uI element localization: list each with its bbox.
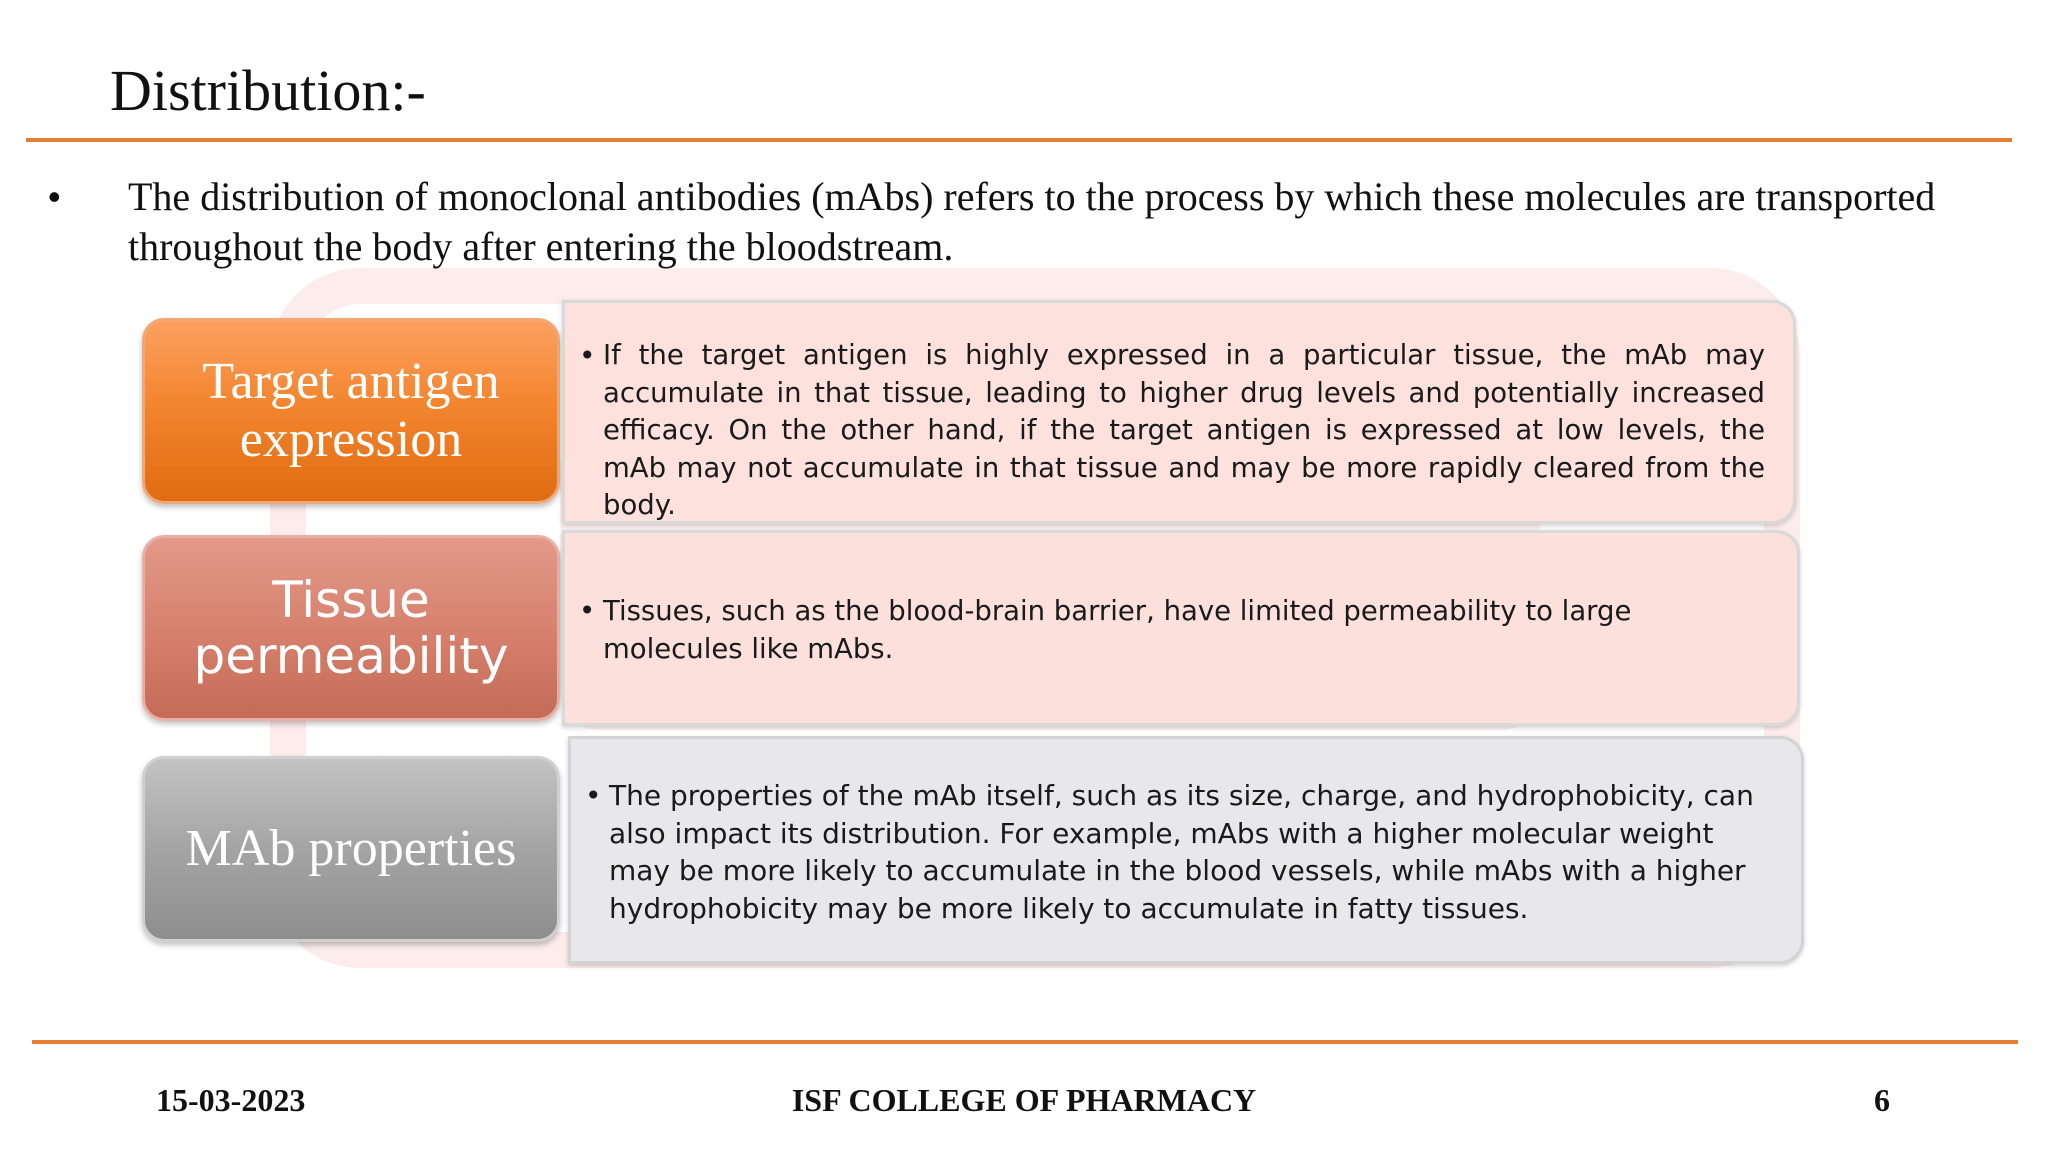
description-target-antigen-expression	[562, 300, 1796, 524]
footer-divider	[32, 1040, 2018, 1044]
bullet-marker: •	[585, 779, 602, 812]
description-tissue-permeability	[562, 530, 1800, 726]
label-mab-properties: MAb properties	[142, 756, 560, 942]
description-text: The properties of the mAb itself, such as its size, charge, and hydrophobicity, can also impact its distribution. For example, mAbs with a higher molecular weight may be more likely to accumulate in the blood vessels, while mAbs with a higher hydrophobicity may be more likely to accumulate in fatty tissues.	[609, 779, 1754, 925]
intro-text: The distribution of monoclonal antibodies (mAbs) refers to the process by which these molecules are transported throughout the body after entering the bloodstream.	[128, 174, 1936, 269]
label-tissue-permeability: Tissue permeability	[142, 535, 560, 721]
description-mab-properties	[568, 736, 1804, 964]
footer-page-number: 6	[1874, 1082, 1890, 1118]
slide-title: Distribution:-	[110, 58, 426, 123]
footer-date: 15-03-2023	[156, 1082, 306, 1118]
bullet-marker: •	[48, 176, 61, 217]
label-target-antigen-expression: Target antigen expression	[142, 318, 560, 504]
bullet-marker: •	[579, 595, 596, 627]
bullet-marker: •	[579, 339, 596, 372]
description-text: If the target antigen is highly expressed in a particular tissue, the mAb may accumulate in that tissue, leading to higher drug levels and potentially increased efficacy. On the other hand, if the target antigen is expressed at low levels, the mAb may not accumulate in that tissue and may be more rapidly cleared from the body.	[603, 339, 1765, 521]
footer-college-name: ISF COLLEGE OF PHARMACY	[791, 1082, 1257, 1118]
title-divider	[26, 138, 2012, 142]
description-text: Tissues, such as the blood-brain barrier, have limited permeability to large molecules like mAbs.	[603, 595, 1632, 665]
